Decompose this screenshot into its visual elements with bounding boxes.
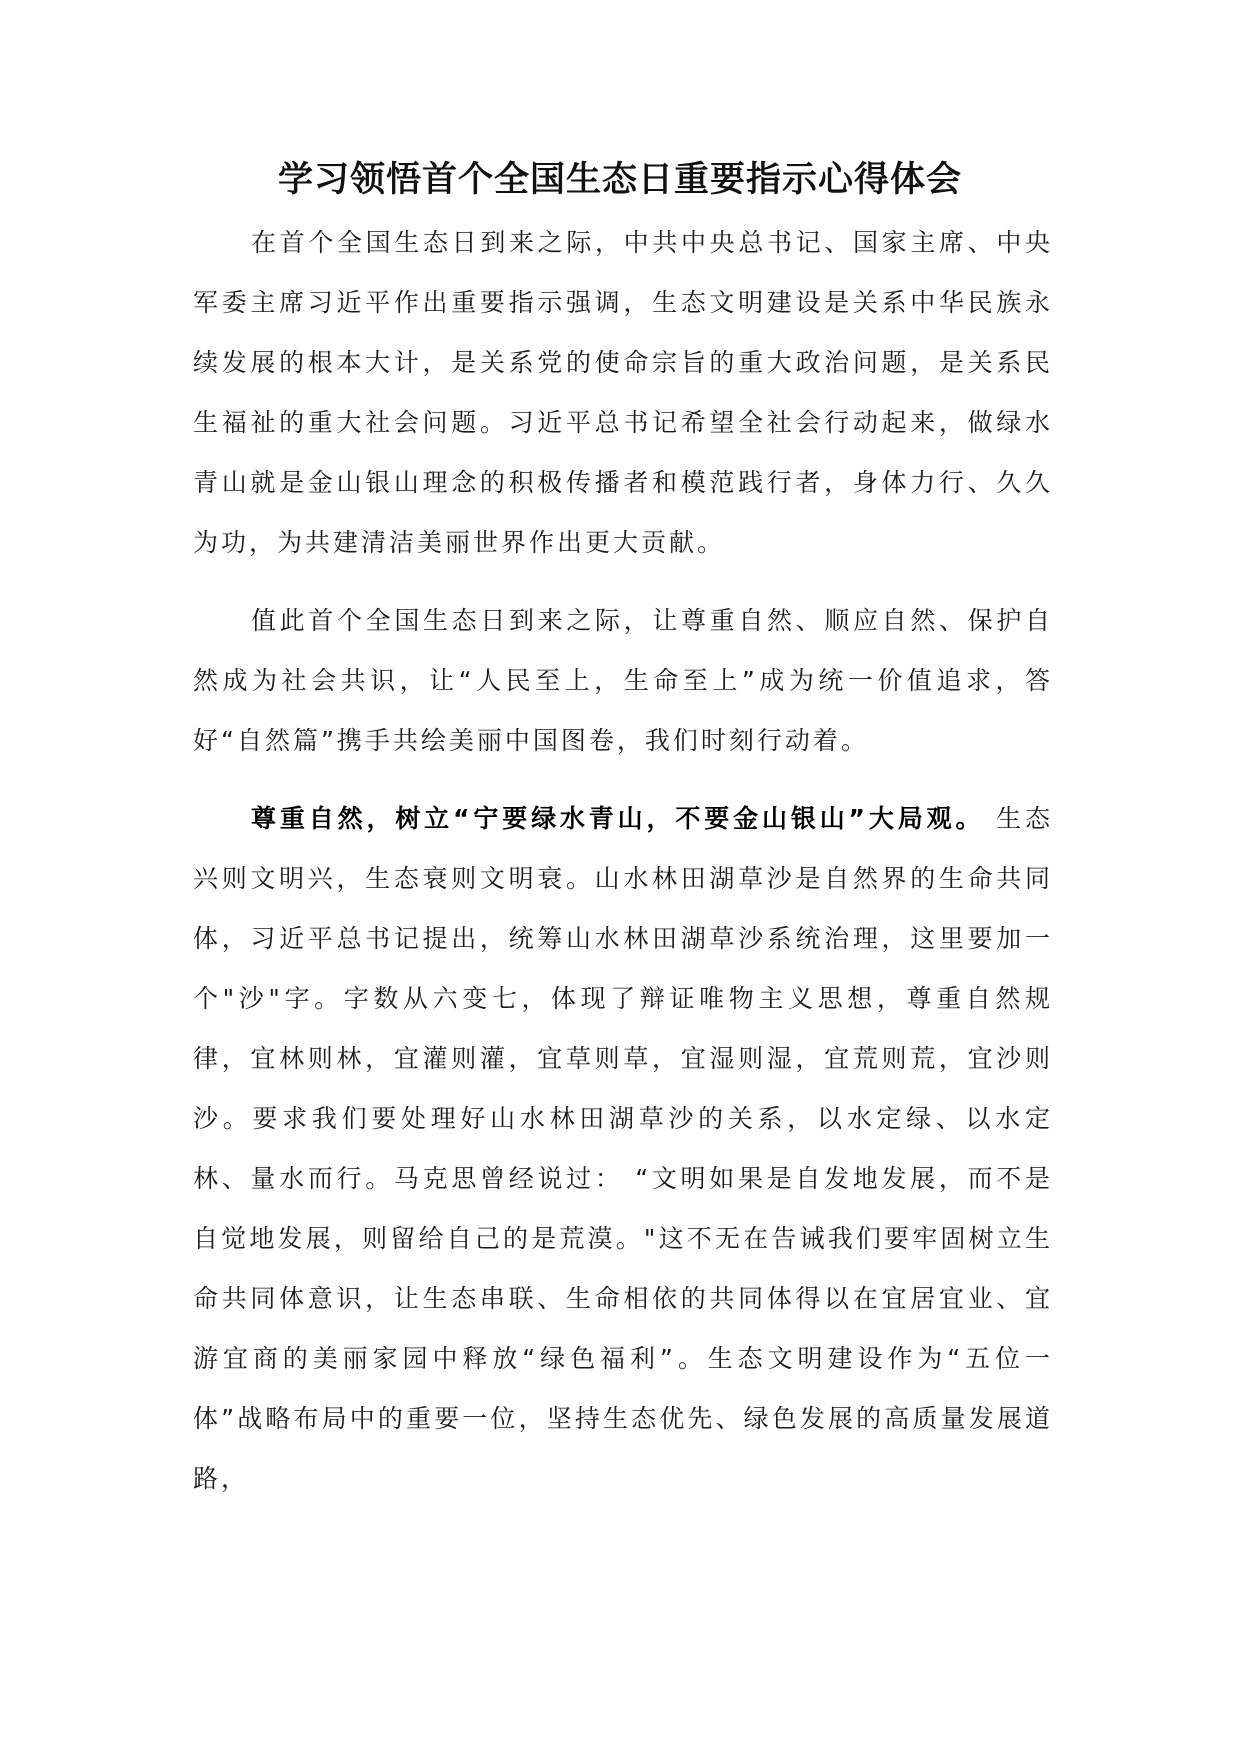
paragraph-text: 在首个全国生态日到来之际，中共中央总书记、国家主席、中央军委主席习近平作出重要指示强调，生态文明建设是关系中华民族永续发展的根本大计，是关系党的使命宗旨的重大政治问题，是关系民生福祉的重大社会问题。习近平总书记希望全社会行动起来，做绿水青山就是金山银山理念的积极传播者和模范践行者，身体力行、久久为功，为共建清洁美丽世界作出更大贡献。 bbox=[193, 228, 1053, 557]
paragraph-text: 生态兴则文明兴，生态衰则文明衰。山水林田湖草沙是自然界的生命共同体，习近平总书记提出，统筹山水林田湖草沙系统治理，这里要加一个"沙"字。字数从六变七，体现了辩证唯物主义思想，尊重自然规律，宜林则林，宜灌则灌，宜草则草，宜湿则湿，宜荒则荒，宜沙则沙。要求我们要处理好山水林田湖草沙的关系，以水定绿、以水定林、量水而行。马克思曾经说过： “文明如果是自发地发展，而不是自觉地发展，则留给自己的是荒漠。"这不无在告诫我们要牢固树立生命共同体意识，让生态串联、生命相依的共同体得以在宜居宜业、宜游宜商的美丽家园中释放“绿色福利”。生态文明建设作为“五位一体”战略布局中的重要一位，坚持生态优先、绿色发展的高质量发展道路， bbox=[193, 804, 1053, 1493]
paragraph-section-one bbox=[193, 789, 1053, 1509]
document-title: 学习领悟首个全国生态日重要指示心得体会 bbox=[277, 160, 962, 200]
section-heading: 尊重自然，树立“宁要绿水青山，不要金山银山”大局观。 bbox=[251, 804, 985, 833]
paragraph-text: 值此首个全国生态日到来之际，让尊重自然、顺应自然、保护自然成为社会共识，让“人民至上，生命至上”成为统一价值追求，答好“自然篇”携手共绘美丽中国图卷，我们时刻行动着。 bbox=[193, 606, 1053, 755]
document-body bbox=[193, 213, 1053, 1509]
paragraph-second bbox=[193, 591, 1053, 771]
paragraph-intro bbox=[193, 213, 1053, 573]
